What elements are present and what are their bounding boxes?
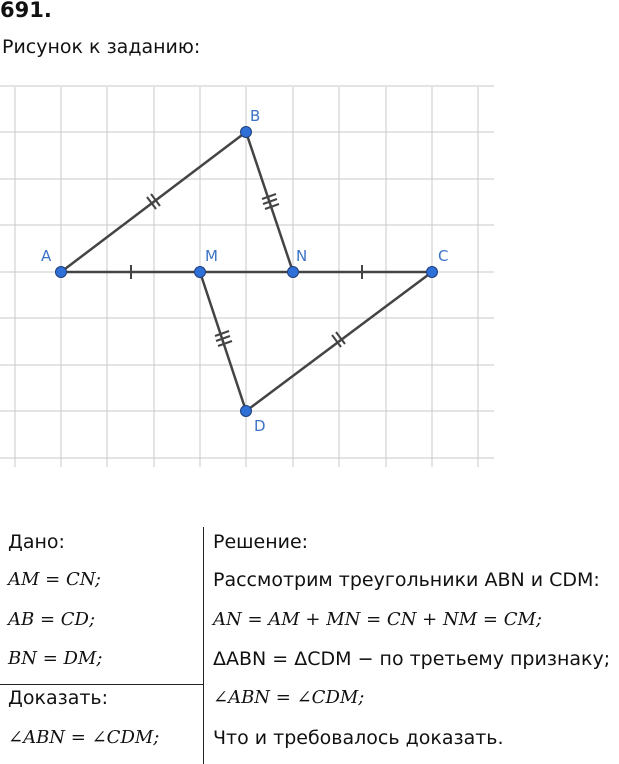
tick-md — [215, 331, 232, 346]
point-c — [427, 267, 438, 278]
solution-line: Рассмотрим треугольники ABN и CDM: — [213, 569, 600, 591]
given-prove-divider — [0, 684, 203, 685]
point-label-d: D — [254, 417, 266, 435]
point-label-m: M — [205, 247, 218, 265]
point-label-n: N — [296, 247, 308, 265]
problem-number: 691. — [0, 0, 52, 22]
point-m — [195, 267, 206, 278]
point-d — [241, 406, 252, 417]
point-label-c: C — [438, 247, 449, 265]
point-label-b: B — [250, 107, 261, 125]
prove-statement: ∠ABN = ∠CDM; — [8, 727, 160, 748]
solution-line: AN = AM + MN = CN + NM = CM; — [213, 609, 542, 630]
prove-heading: Доказать: — [8, 687, 109, 709]
segment-md — [200, 272, 246, 411]
point-a — [56, 267, 67, 278]
solution-line: ΔABN = ΔCDM − по третьему признаку; — [213, 648, 611, 670]
figure-caption: Рисунок к заданию: — [2, 36, 201, 58]
tick-bn — [262, 194, 279, 209]
point-n — [288, 267, 299, 278]
solution-heading: Решение: — [213, 531, 309, 553]
given-heading: Дано: — [8, 531, 65, 553]
solution-line: Что и требовалось доказать. — [213, 727, 504, 749]
given-item: AB = CD; — [8, 609, 96, 630]
point-label-a: A — [41, 247, 52, 265]
column-divider — [203, 527, 204, 764]
point-b — [241, 127, 252, 138]
given-item: AM = CN; — [8, 569, 101, 590]
solution-line: ∠ABN = ∠CDM; — [213, 687, 365, 708]
given-item: BN = DM; — [8, 648, 103, 669]
